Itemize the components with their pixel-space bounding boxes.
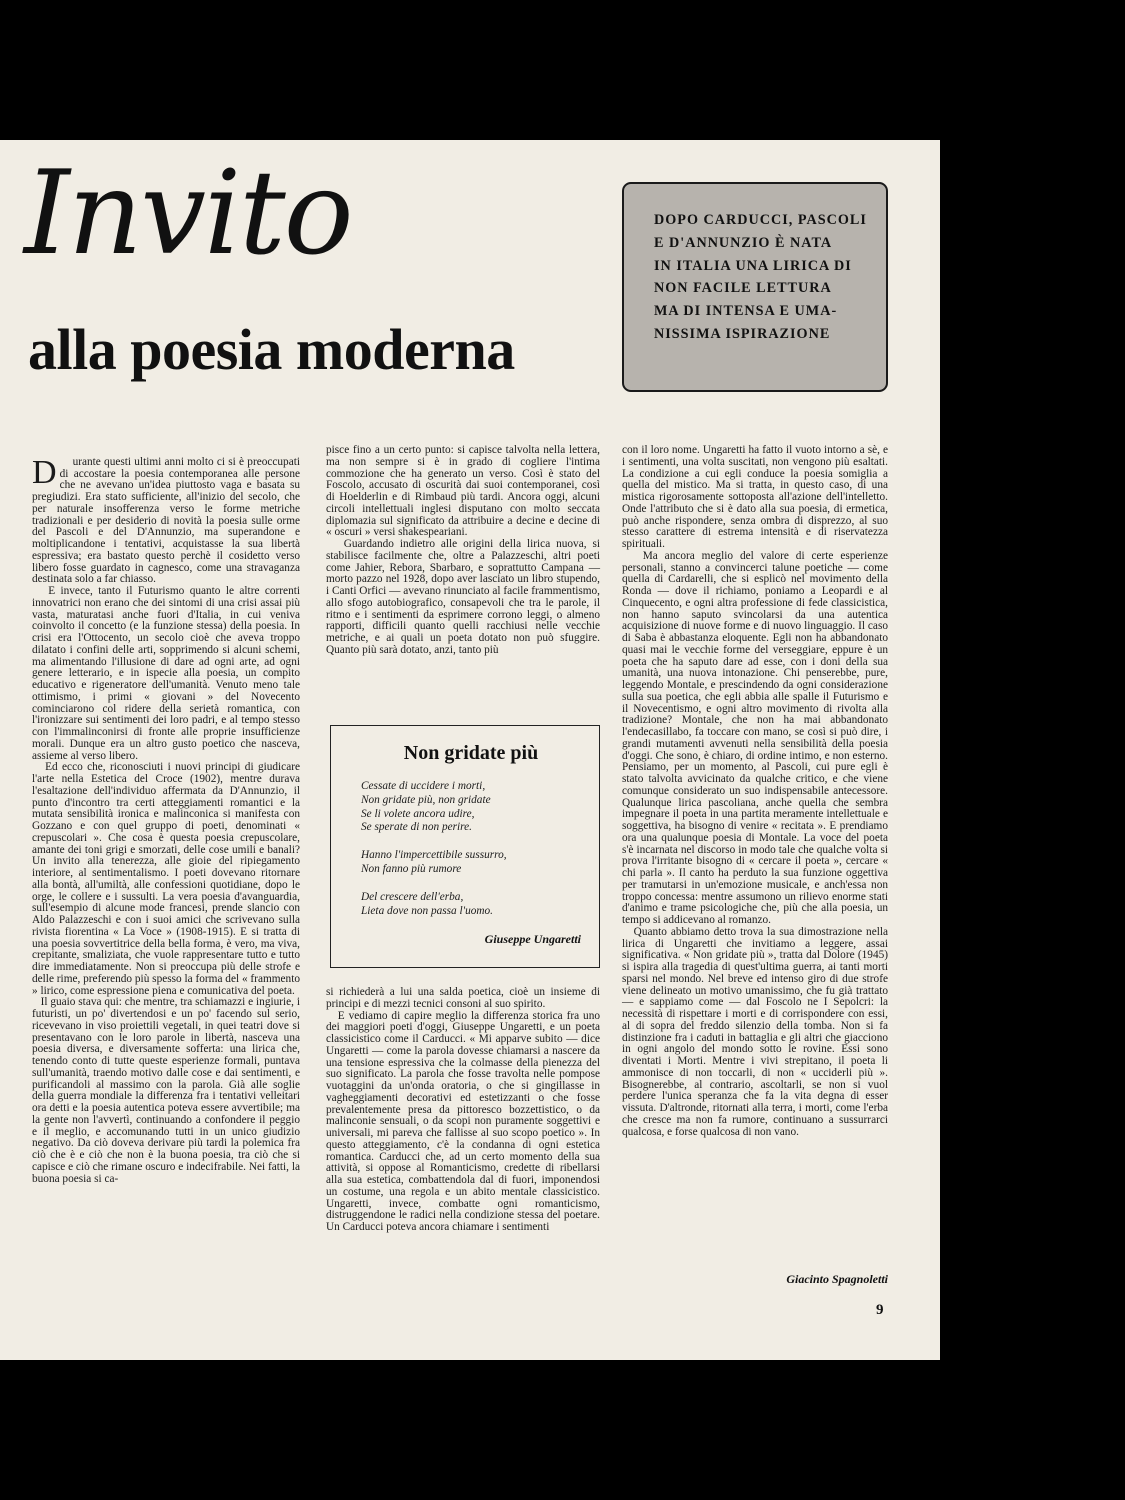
article-column-1 xyxy=(32,445,300,1197)
poem-line: Non gridate più, non gridate xyxy=(361,793,491,806)
callout-line: NON FACILE LETTURA xyxy=(654,280,832,297)
callout-box xyxy=(622,182,888,392)
drop-cap: D xyxy=(32,453,57,491)
poem-line: Se li volete ancora udire, xyxy=(361,807,475,820)
callout-line: DOPO CARDUCCI, PASCOLI xyxy=(654,212,867,228)
poem-line: Del crescere dell'erba, xyxy=(361,890,464,903)
callout-line: MA DI INTENSA E UMA- xyxy=(654,303,838,320)
poem-author: Giuseppe Ungaretti xyxy=(484,932,581,947)
article-column-2-top: pisce fino a un certo punto: si capisce talvolta nella lettera, ma non sempre si è in grado di cogliere l'intima commozione che ha generato un verso. Così è stato del Foscolo, accusato di oscurità dai suoi contemporanei, così di Hoelderlin e di Rimbaud più tardi. Ancora oggi, alcuni circoli intellettuali inglesi disputano con molto seccata diplomazia sul significato da attribuire a decine e decine di « oscuri » versi shakespeariani. Guardando indietro alle origini della lirica nuova, si stabilisce facilmente che, oltre a Palazzeschi, altri poeti come Jahier, Rebora, Sbarbaro, e soprattutto Campana — morto pazzo nel 1928, dopo aver lasciato un libro stupendo, i Canti Orfici — avevano rinunciato al facile frammentismo, allo sfogo autobiografico, consapevoli che tra le parole, il ritmo e i sentimenti da esprimere corrono leggi, o almeno rapporti, difficili quanto quelli racchiusi nelle vecchie metriche, e ai quali un poeta dotato non può sfuggire. Quanto più sarà dotato, anzi, tanto più xyxy=(326,444,600,656)
callout-line: E D'ANNUNZIO È NATA xyxy=(654,234,833,251)
poem-line: Non fanno più rumore xyxy=(361,862,462,875)
poem-line: Lieta dove non passa l'uomo. xyxy=(361,904,494,917)
poem-stanza-2 xyxy=(361,849,581,877)
callout-line: NISSIMA ISPIRAZIONE xyxy=(654,325,831,342)
callout-line: IN ITALIA UNA LIRICA DI xyxy=(654,257,852,274)
page-number: 9 xyxy=(876,1302,884,1318)
article-column-2-bottom: si richiederà a lui una salda poetica, cioè un insieme di principi e di mezzi tecnici consoni al suo spirito. E vediamo di capire meglio la differenza storica fra uno dei maggiori poeti d'oggi, Giuseppe Ungaretti, e un poeta classicistico come il Carducci. « Mi apparve subito — dice Ungaretti — come la parola dovesse chiamarsi a nascere da una tensione espressiva che la colmasse della pienezza del suo significato. La parola che fosse travolta nelle pompose vuotaggini da un'onda oratoria, o che si gingillasse in vagheggiamenti decorativi ed estetizzanti o che fosse prevalentemente presa da pittoresco bozzettistico, o da malinconie sensuali, o da scopi non puramente soggettivi e universali, mi pareva che fallisse al suo scopo poetico ». In questo atteggiamento, c'è la condanna di ogni estetica romantica. Carducci che, ad un certo momento della sua attività, si oppose al Romanticismo, credette di ribellarsi alla sua estetica, combattendola dal di fuori, imponendosi un costume, una regola e un abito mentale classicistico. Ungaretti, invece, combatte ogni romanticismo, distruggendone le radici nella condizione stessa del poetare. Un Carducci poteva ancora chiamare i sentimenti xyxy=(326,986,600,1233)
poem-box xyxy=(330,725,600,968)
poem-line: Hanno l'impercettibile sussurro, xyxy=(361,849,507,862)
poem-stanza-1 xyxy=(361,780,581,835)
column-1-text: urante questi ultimi anni molto ci si è preoccupati di accostare la poesia contemporanea alle persone che ne avevano un'idea piuttosto vaga e basata su pregiudizi. Era stato sufficiente, all'inizio del secolo, che per naturale insofferenza verso le forme metriche tradizionali e per desiderio di novità la poesia sulle orme del Pascoli e del D'Annunzio, ma superandone e moltiplicandone i tentativi, acquistasse la sua libertà espressiva; era bastato questo perchè il cosidetto verso libero fosse guardato in cagnesco, come una stravaganza destinata solo a far chiasso. E invece, tanto il Futurismo quanto le altre correnti innovatrici non erano che dei sintomi di una crisi assai più vasta, maturatasi anche fuori d'Italia, in cui veniva coinvolto il concetto (e la funzione stessa) della poesia. In crisi era l'Ottocento, un secolo cioè che aveva troppo dilatato i confini delle arti, sopprimendo si alcuni schemi, ma alimentando l'illusione di dare ad ogni arte, ad ogni genere letterario, e in ispecie alla poesia, un compito educativo e rigeneratore dell'umanità. Venuto meno tale ottimismo, i primi « giovani » del Novecento cominciarono col ridere della serietà romantica, con l'ironizzare sui sentimenti dei loro padri, e al tempo stesso con l'immalinconirsi di fronte alle proprie insufficienze morali. Dunque era un altro gusto poetico che nasceva, assieme al verso libero. Ed ecco che, riconosciuti i nuovi principi di giudicare l'arte nella Estetica del Croce (1902), mentre durava l'esaltazione dell'individuo affermata da D'Annunzio, il punto d'incontro tra certi atteggiamenti romantici e la mutata sensibilità ironica e malinconica si manifesta con Gozzano e con quel gruppo di poeti, denominati « crepuscolari ». Che cosa è questa poesia crepuscolare, amante dei toni grigi e smorzati, delle cose umili e banali? Un invito alla tenerezza, alle gioie del ripiegamento interiore, al sentimentalismo. I poeti dovevano ritornare alla bontà, all'umiltà, alle confessioni quotidiane, dopo le orge, le collere e i sussulti. La vera poesia d'avanguardia, sull'esempio di alcune mode francesi, prende slancio con Aldo Palazzeschi e con i suoi amici che scrivevano sulla rivista fiorentina « La Voce » (1908-1915). E si tratta di una poesia sovvertitrice della bella forma, è vero, ma viva, crepitante, smaliziata, che vuole rappresentare tutto e tutto dire immediatamente. Non si preoccupa più delle strofe e delle rime, preferendo più spesso la forma del « frammento » lirico, come espressione piena e comunicativa del poeta. Il guaio stava qui: che mentre, tra schiamazzi e ingiurie, i futuristi, un po' divertendosi e un po' facendo sul serio, ricevevano in viso proiettili vegetali, in quei teatri dove si presentavano con le loro parole in libertà, nasceva una poesia diversa, e diversamente sofferta: una lirica che, tenendo conto di tutte queste esperienze formali, puntava sull'umanità, traendo motivo dalle cose e dai sentimenti, e purificandoli al massimo con la parola. Già alle soglie della guerra mondiale la differenza fra i tentativi velleitari ora detti e la poesia autentica poteva essere avvertibile; ma la gente non l'avvertì, continuando a confondere il peggio e il meglio, e accomunando tutti in un unico giudizio negativo. Da ciò doveva derivare più tardi la polemica fra ciò che è e ciò che non è la buona poesia, tra ciò che si capisce e ciò che rimane oscuro e indecifrabile. Nei fatti, la buona poesia si ca- xyxy=(32,455,301,1185)
poem-stanza-3 xyxy=(361,891,581,919)
poem-title: Non gridate più xyxy=(403,742,539,764)
title-subtitle: alla poesia moderna xyxy=(28,317,515,382)
poem-line: Cessate di uccidere i morti, xyxy=(361,780,486,792)
article-column-3: con il loro nome. Ungaretti ha fatto il vuoto intorno a sè, e i sentimenti, una volta suscitati, non vengono più esaltati. La condizione a cui egli conduce la poesia somiglia a quella del mistico. Ma si tratta, in questo caso, di una mistica rigorosamente sottoposta all'azione dell'intelletto. Onde l'attributo che si è dato alla sua poesia, di ermetica, può anche rispondere, senza ombra di disprezzo, al suo stesso carattere di estrema intensità e di riservatezza spirituali. Ma ancora meglio del valore di certe esperienze personali, stanno a convincerci talune poetiche — come quella di Cardarelli, che si esplicò nel movimento della Ronda — dove il richiamo, poniamo a Leopardi e al Cinquecento, e ogni altra professione di fede classicistica, non hanno saputo svincolarsi da una autentica acquisizione di nuove forme e di nuovo linguaggio. Il caso di Saba è abbastanza eloquente. Egli non ha abbandonato quasi mai le vecchie forme del verseggiare, eppure è un poeta che ha saputo dare ad esse, con i doni della sua umanità, una nuova intonazione. Chi penserebbe, pure, leggendo Montale, e prescindendo da ogni considerazione sulla sua poetica, che egli abbia alle spalle il Futurismo e il Novecentismo, e ogni altro movimento di rivolta alla tradizione? Montale, che non ha mai abbandonato l'endecasillabo, fa toccare con mano, se così si può dire, i grandi mutamenti avvenuti nella sensibilità della poesia d'oggi. Che sono, è chiaro, di ordine intimo, e non esterno. Pensiamo, per un momento, al Pascoli, cui pure egli è stato talvolta avvicinato da qualche critico, e che viene comunque considerato un suo indispensabile antecessore. Qualunque lirica pascoliana, anche quella che sembra impegnare il poeta in una partita meramente intellettuale e soggettiva, ha bisogno di venire « recitata ». E prendiamo ora una qualunque poesia di Montale. La voce del poeta s'è incarnata nel discorso in modo tale che qualche volta si prova l'irritante bisogno di « cercare il poeta », cercare « chi parla ». Il canto ha perduto la sua funzione oggettiva per tramutarsi in un'emozione musicale, e anch'essa non troppo concessa: mentre assumono un rilievo enorme stati d'animo e trame psicologiche che, più che alla poesia, un tempo si addicevano al romanzo. Quanto abbiamo detto trova la sua dimostrazione nella lirica di Ungaretti che invitiamo a leggere, assai significativa. « Non gridate più », tratta dal Dolore (1945) si ispira alla tragedia di quest'ultima guerra, ai tanti morti sparsi nel mondo. Nel breve ed intenso giro di due strofe viene delineato un motivo umanissimo, che fu già trattato — e sappiamo come — dal Foscolo ne I Sepolcri: la necessità di rispettare i morti e di corrispondere con essi, al di sopra del freddo silenzio della tomba. Non si fa distinzione fra i caduti in battaglia e gli altri che giacciono in ogni angolo del mondo sotto le rovine. Essi sono diventati i Morti. Mentre i vivi strepitano, il poeta li ammonisce di non toccarli, di non « ucciderli più ». Bisognerebbe, al contrario, ascoltarli, se non si vuol perdere l'unica speranza che fa la vita degna di esser vissuta. D'altronde, ritornati alla terra, i morti, come l'erba che cresce ma non fa rumore, continuano a sussurrarci qualcosa, e forse qualcosa di non vano. xyxy=(622,444,888,1138)
author-signature: Giacinto Spagnoletti xyxy=(786,1272,888,1286)
poem-line: Se sperate di non perire. xyxy=(361,821,472,834)
magazine-page xyxy=(0,140,940,1360)
title-invito: Invito xyxy=(24,146,352,281)
